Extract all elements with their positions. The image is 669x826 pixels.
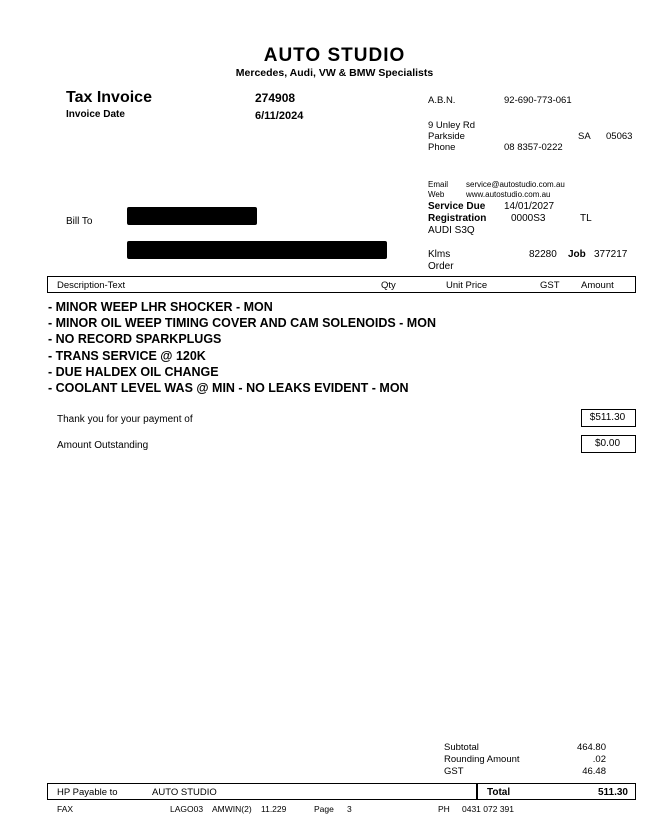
total-value: 511.30: [597, 787, 628, 798]
phone-value: 08 8357-0222: [504, 142, 563, 153]
list-item: - MINOR WEEP LHR SHOCKER - MON: [48, 300, 273, 314]
total-label: Total: [487, 787, 511, 798]
subtotal-value: 464.80: [576, 742, 606, 753]
phone-label: Phone: [428, 142, 456, 153]
invoice-number: 274908: [255, 91, 296, 105]
company-tagline: Mercedes, Audi, VW & BMW Specialists: [235, 67, 434, 79]
column-header-description: Description-Text: [57, 280, 126, 291]
email-label: Email: [428, 180, 449, 189]
gst-label: GST: [444, 766, 464, 777]
rounding-value: .02: [592, 754, 606, 765]
hp-payable-value: AUTO STUDIO: [152, 787, 217, 798]
abn-value: 92-690-773-061: [504, 95, 572, 106]
service-due-value: 14/01/2027: [504, 201, 555, 212]
web-value[interactable]: www.autostudio.com.au: [466, 190, 551, 199]
amount-outstanding-value: $0.00: [594, 438, 621, 449]
redacted-customer-name: [127, 207, 257, 225]
job-label: Job: [568, 249, 586, 260]
web-label: Web: [428, 190, 445, 199]
order-label: Order: [428, 261, 454, 272]
job-value: 377217: [594, 249, 628, 260]
list-item: - COOLANT LEVEL WAS @ MIN - NO LEAKS EVIDENT - MON: [48, 381, 409, 396]
footer-ph-label: PH: [438, 804, 450, 814]
vehicle-model: AUDI S3Q: [428, 225, 475, 236]
company-name: AUTO STUDIO: [263, 45, 406, 66]
hp-payable-label: HP Payable to: [57, 787, 118, 798]
thank-you-label: Thank you for your payment of: [57, 414, 193, 425]
klms-value: 82280: [529, 249, 557, 260]
amount-outstanding-label: Amount Outstanding: [57, 440, 149, 451]
line-items-list: [48, 299, 628, 396]
rounding-label: Rounding Amount: [444, 754, 520, 765]
column-header-gst: GST: [540, 280, 560, 291]
list-item: - MINOR OIL WEEP TIMING COVER AND CAM SOLENOIDS - MON: [48, 316, 436, 331]
column-header-qty: Qty: [381, 280, 396, 291]
payment-amount-value: $511.30: [589, 412, 626, 423]
invoice-date-value: 6/11/2024: [255, 110, 304, 122]
address-line-1: 9 Unley Rd: [428, 120, 475, 131]
column-header-unit-price: Unit Price: [446, 280, 488, 291]
column-header-amount: Amount: [581, 280, 614, 291]
abn-label: A.B.N.: [428, 95, 456, 106]
address-postcode: 05063: [606, 131, 633, 142]
registration-value: 0000S3: [511, 213, 546, 224]
bill-to-label: Bill To: [66, 216, 93, 227]
page-title: Tax Invoice: [66, 89, 152, 106]
registration-suffix: TL: [580, 213, 592, 224]
service-due-label: Service Due: [428, 201, 486, 212]
address-state: SA: [578, 131, 591, 142]
subtotal-label: Subtotal: [444, 742, 479, 753]
footer-page-label: Page: [314, 804, 334, 814]
list-item: - DUE HALDEX OIL CHANGE: [48, 364, 219, 379]
email-value[interactable]: service@autostudio.com.au: [466, 180, 565, 189]
klms-label: Klms: [428, 249, 451, 260]
footer-operator: LAGO03: [170, 804, 204, 814]
footer-page-number: 3: [347, 804, 352, 814]
list-item: - NO RECORD SPARKPLUGS: [48, 332, 222, 347]
footer-ph-value: 0431 072 391: [462, 804, 514, 814]
footer-fax-label: FAX: [57, 804, 74, 814]
invoice-date-label: Invoice Date: [66, 109, 125, 120]
footer-system: AMWIN(2): [212, 804, 252, 814]
gst-value: 46.48: [582, 766, 606, 777]
redacted-customer-address: [127, 241, 387, 259]
registration-label: Registration: [428, 213, 487, 224]
footer-version: 11.229: [261, 804, 287, 814]
address-line-2: Parkside: [428, 131, 465, 142]
list-item: - TRANS SERVICE @ 120K: [48, 348, 206, 363]
